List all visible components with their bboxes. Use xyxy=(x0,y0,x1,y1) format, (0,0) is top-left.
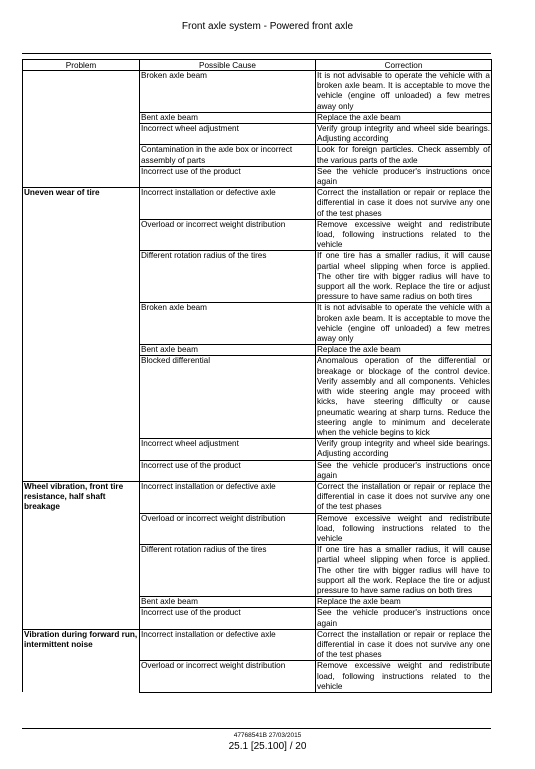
correction-cell: See the vehicle producer's instructions once again xyxy=(317,166,490,187)
cause-cell: Broken axle beam xyxy=(140,303,316,345)
cause-cell: Overload or incorrect weight distribution xyxy=(140,219,316,251)
correction-cell: Replace the axle beam xyxy=(316,112,492,123)
table-row xyxy=(23,188,492,220)
cause-cell: Different rotation radius of the tires xyxy=(140,251,316,303)
page-number: 25.1 [25.100] / 20 xyxy=(228,741,307,752)
correction-cell: Anomalous operation of the differential or breakage or blockage of the control device. Verify assembly and all components. Vehicles with wide steering angle may proceed with kicks, have steering difficulty or cause pneumatic wearing at sharp turns. Reduce the steering angle to minimum and decelerate when the vehicle begins to kick xyxy=(317,356,490,437)
problem-cell xyxy=(23,71,140,188)
problem-cell: Vibration during forward run, intermittent noise xyxy=(23,629,140,692)
column-header-cause: Possible Cause xyxy=(140,60,316,71)
cause-cell: Incorrect use of the product xyxy=(140,166,316,187)
problem-cell: Wheel vibration, front tire resistance, half shaft breakage xyxy=(23,481,140,629)
cause-cell: Bent axle beam xyxy=(140,345,316,356)
cause-cell: Contamination in the axle box or incorrect assembly of parts xyxy=(140,145,316,166)
correction-cell: See the vehicle producer's instructions once again xyxy=(317,460,490,480)
footer-rule xyxy=(22,728,491,729)
table-header-row xyxy=(23,60,492,71)
cause-cell: Incorrect wheel adjustment xyxy=(140,124,316,145)
correction-cell: If one tire has a smaller radius, it will cause partial wheel slipping when force is applied. The other tire with bigger radius will have to support all the work. Replace the tire or adjust pressure to have same radius on both tires xyxy=(317,545,490,595)
correction-cell: See the vehicle producer's instructions once again xyxy=(317,608,490,628)
table-row xyxy=(23,629,492,661)
cause-cell: Incorrect installation or defective axle xyxy=(140,629,316,661)
problem-cell: Uneven wear of tire xyxy=(23,188,140,482)
correction-cell: Look for foreign particles. Check assembly of the various parts of the axle xyxy=(317,145,490,165)
column-header-correction: Correction xyxy=(316,60,492,71)
column-header-problem: Problem xyxy=(23,60,140,71)
table-row xyxy=(23,71,492,113)
correction-cell: Correct the installation or repair or replace the differential in case it does not survive any one of the test phases xyxy=(317,629,490,660)
correction-cell: Replace the axle beam xyxy=(316,597,492,608)
correction-cell: Verify group integrity and wheel side bearings. Adjusting according xyxy=(317,439,490,459)
cause-cell: Incorrect use of the product xyxy=(140,608,316,629)
cause-cell: Blocked differential xyxy=(140,356,316,439)
correction-cell: It is not advisable to operate the vehicle with a broken axle beam. It is acceptable to move the vehicle (engine off unloaded) a few metres away only xyxy=(317,71,490,111)
cause-cell: Overload or incorrect weight distribution xyxy=(140,661,316,693)
document-id: 47768541B 27/03/2015 xyxy=(233,732,302,739)
cause-cell: Incorrect installation or defective axle xyxy=(140,481,316,513)
cause-cell: Incorrect use of the product xyxy=(140,460,316,481)
cause-cell: Incorrect wheel adjustment xyxy=(140,439,316,460)
cause-cell: Incorrect installation or defective axle xyxy=(140,188,316,220)
cause-cell: Bent axle beam xyxy=(140,112,316,123)
correction-cell: Remove excessive weight and redistribute load, following instructions related to the vehicle xyxy=(317,513,490,543)
cause-cell: Bent axle beam xyxy=(140,597,316,608)
correction-cell: Verify group integrity and wheel side bearings. Adjusting according xyxy=(317,124,490,144)
troubleshooting-table xyxy=(22,59,492,693)
correction-cell: It is not advisable to operate the vehicle with a broken axle beam. It is acceptable to move the vehicle (engine off unloaded) a few metres away only xyxy=(317,303,490,344)
cause-cell: Overload or incorrect weight distribution xyxy=(140,513,316,545)
correction-cell: If one tire has a smaller radius, it will cause partial wheel slipping when force is applied. The other tire with bigger radius will have to support all the work. Replace the tire or adjust pressure to have same radius on both tires xyxy=(317,251,490,302)
table-row xyxy=(23,481,492,513)
table-body xyxy=(23,71,492,693)
cause-cell: Broken axle beam xyxy=(140,71,316,113)
correction-cell: Correct the installation or repair or replace the differential in case it does not survive any one of the test phases xyxy=(317,188,490,218)
correction-cell: Remove excessive weight and redistribute load, following instructions related to the vehicle xyxy=(317,219,490,250)
correction-cell: Replace the axle beam xyxy=(316,345,492,356)
header-rule xyxy=(22,53,491,54)
cause-cell: Different rotation radius of the tires xyxy=(140,545,316,597)
correction-cell: Remove excessive weight and redistribute load, following instructions related to the vehicle xyxy=(317,661,490,691)
page-header-title: Front axle system - Powered front axle xyxy=(181,21,354,32)
correction-cell: Correct the installation or repair or replace the differential in case it does not survive any one of the test phases xyxy=(317,481,490,512)
